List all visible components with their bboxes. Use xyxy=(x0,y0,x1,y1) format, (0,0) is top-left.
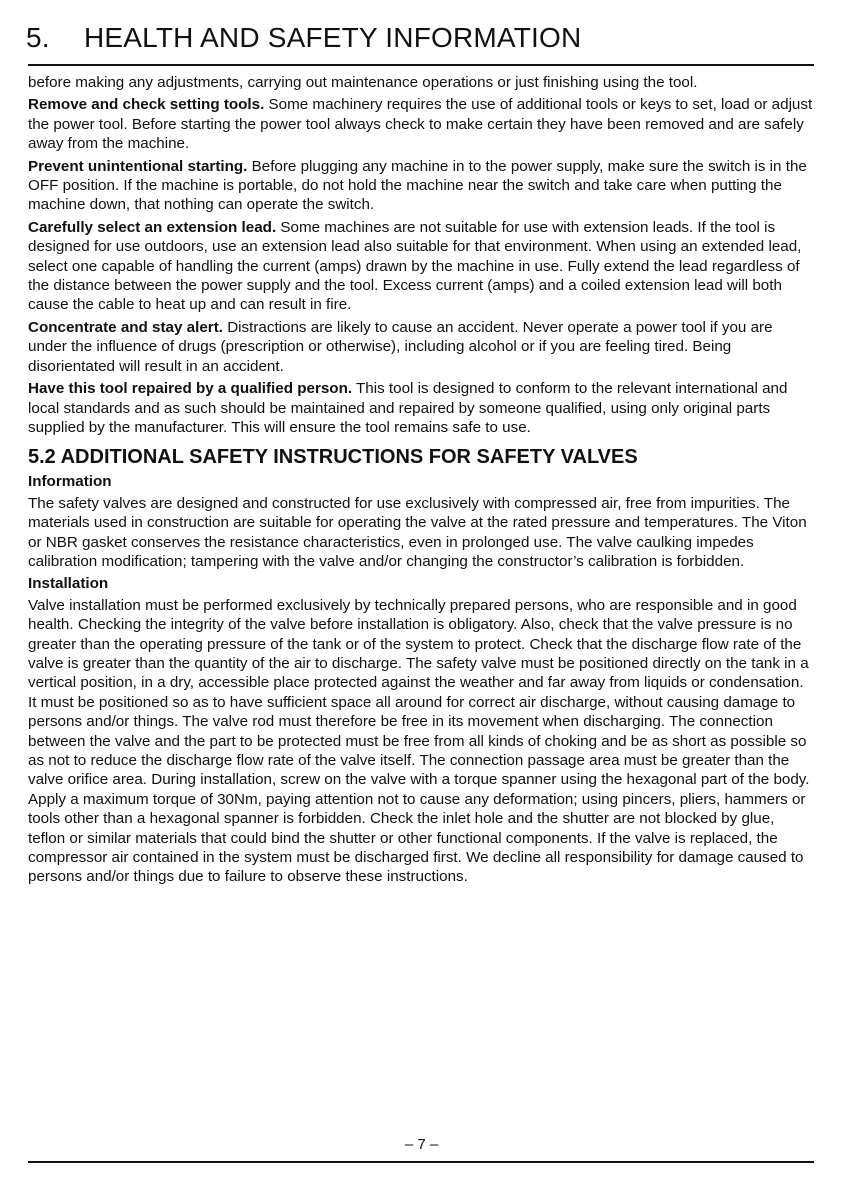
paragraph-text: Distractions are likely to cause an accident. Never operate a power tool if you are under the influence of drugs (prescription or otherwise), including alcohol or if you are feeling tired. Being disorientated will result in an accident. xyxy=(28,318,773,375)
document-body xyxy=(28,73,814,890)
section-title: HEALTH AND SAFETY INFORMATION xyxy=(84,22,582,53)
paragraph-text: Some machinery requires the use of additional tools or keys to set, load or adjust the power tool. Before starting the power tool always check to make certain they have been removed and are safely away from the machine. xyxy=(28,96,813,153)
section-2-heading: 5.2 ADDITIONAL SAFETY INSTRUCTIONS FOR SAFETY VALVES xyxy=(28,446,638,469)
paragraph xyxy=(28,95,814,153)
page-title xyxy=(26,22,581,54)
information-heading: Information xyxy=(28,473,112,491)
paragraph xyxy=(28,379,814,437)
paragraph-text: This tool is designed to conform to the relevant international and local standards and as such should be maintained and repaired by someone qualified, using only original parts supplied by the manufacturer. This will ensure the tool remains safe to use. xyxy=(28,380,788,436)
information-text: The safety valves are designed and constructed for use exclusively with compressed air, free from impurities. The materials used in construction are suitable for operating the valve at the rated pressure and temperatures. The Viton or NBR gasket conserves the resistance characteristics, even in prolonged use. The valve caulking impedes calibration modification; tampering with the valve and/or changing the constructor’s calibration is forbidden. xyxy=(28,494,807,570)
footer-rule xyxy=(28,1161,814,1163)
paragraph-lead: Remove and check setting tools. xyxy=(28,96,265,114)
paragraph-text: before making any adjustments, carrying out maintenance operations or just finishing using the tool. xyxy=(28,74,698,91)
installation-heading: Installation xyxy=(28,575,109,593)
paragraph-text: Some machines are not suitable for use with extension leads. If the tool is designed for use outdoors, use an extension lead also suitable for that environment. When using an extended lead, select one capable of handling the current (amps) drawn by the machine in use. Fully extend the lead regardless of the distance between the power supply and the tool. Excess current (amps) and a coiled extension lead will both cause the cable to heat up and can result in fire. xyxy=(28,218,802,314)
header-rule xyxy=(28,64,814,66)
paragraph-text: Before plugging any machine in to the power supply, make sure the switch is in the OFF position. If the machine is portable, do not hold the machine near the switch and take care when putting the machine down, that nothing can operate the switch. xyxy=(28,157,807,214)
paragraph xyxy=(28,157,814,215)
section-number: 5. xyxy=(26,22,50,53)
paragraph-lead: Concentrate and stay alert. xyxy=(28,318,223,336)
page-number: – 7 – xyxy=(404,1136,439,1153)
paragraph xyxy=(28,318,814,376)
paragraph xyxy=(28,218,814,315)
paragraph-lead: Prevent unintentional starting. xyxy=(28,157,248,175)
paragraph-lead: Have this tool repaired by a qualified person. xyxy=(28,380,353,398)
paragraph-lead: Carefully select an extension lead. xyxy=(28,218,277,236)
paragraph xyxy=(28,73,814,92)
installation-text: Valve installation must be performed exclusively by technically prepared persons, who are responsible and in good health. Checking the integrity of the valve before installation is obligatory. Also, check that the valve pressure is no greater than the operating pressure of the tank or of the system to protect. Check that the discharge flow rate of the valve is greater than the quantity of the air to discharge. The safety valve must be positioned directly on the tank in a vertical position, in a dry, accessible place protected against the weather and far away from liquids or condensation. It must be positioned so as to have sufficient space all around for correct air discharge, without causing damage to persons and/or things. The valve rod must therefore be free in its movement when discharging. The connection between the valve and the part to be protected must be free from all kinds of choking and be as short as possible so as not to reduce the discharge flow rate of the valve itself. The connection passage area must be greater than the valve orifice area. During installation, screw on the valve with a torque spanner using the hexagonal part of the body. Apply a maximum torque of 30Nm, paying attention not to cause any deformation; using pincers, pliers, hammers or tools other than a hexagonal spanner is forbidden. Check the inlet hole and the shutter are not blocked by glue, teflon or similar materials that could bind the shutter or other functional components. If the valve is replaced, the compressor air contained in the system must be discharged first. We decline all responsibility for damage caused to persons and/or things due to failure to observe these instructions. xyxy=(28,596,810,886)
